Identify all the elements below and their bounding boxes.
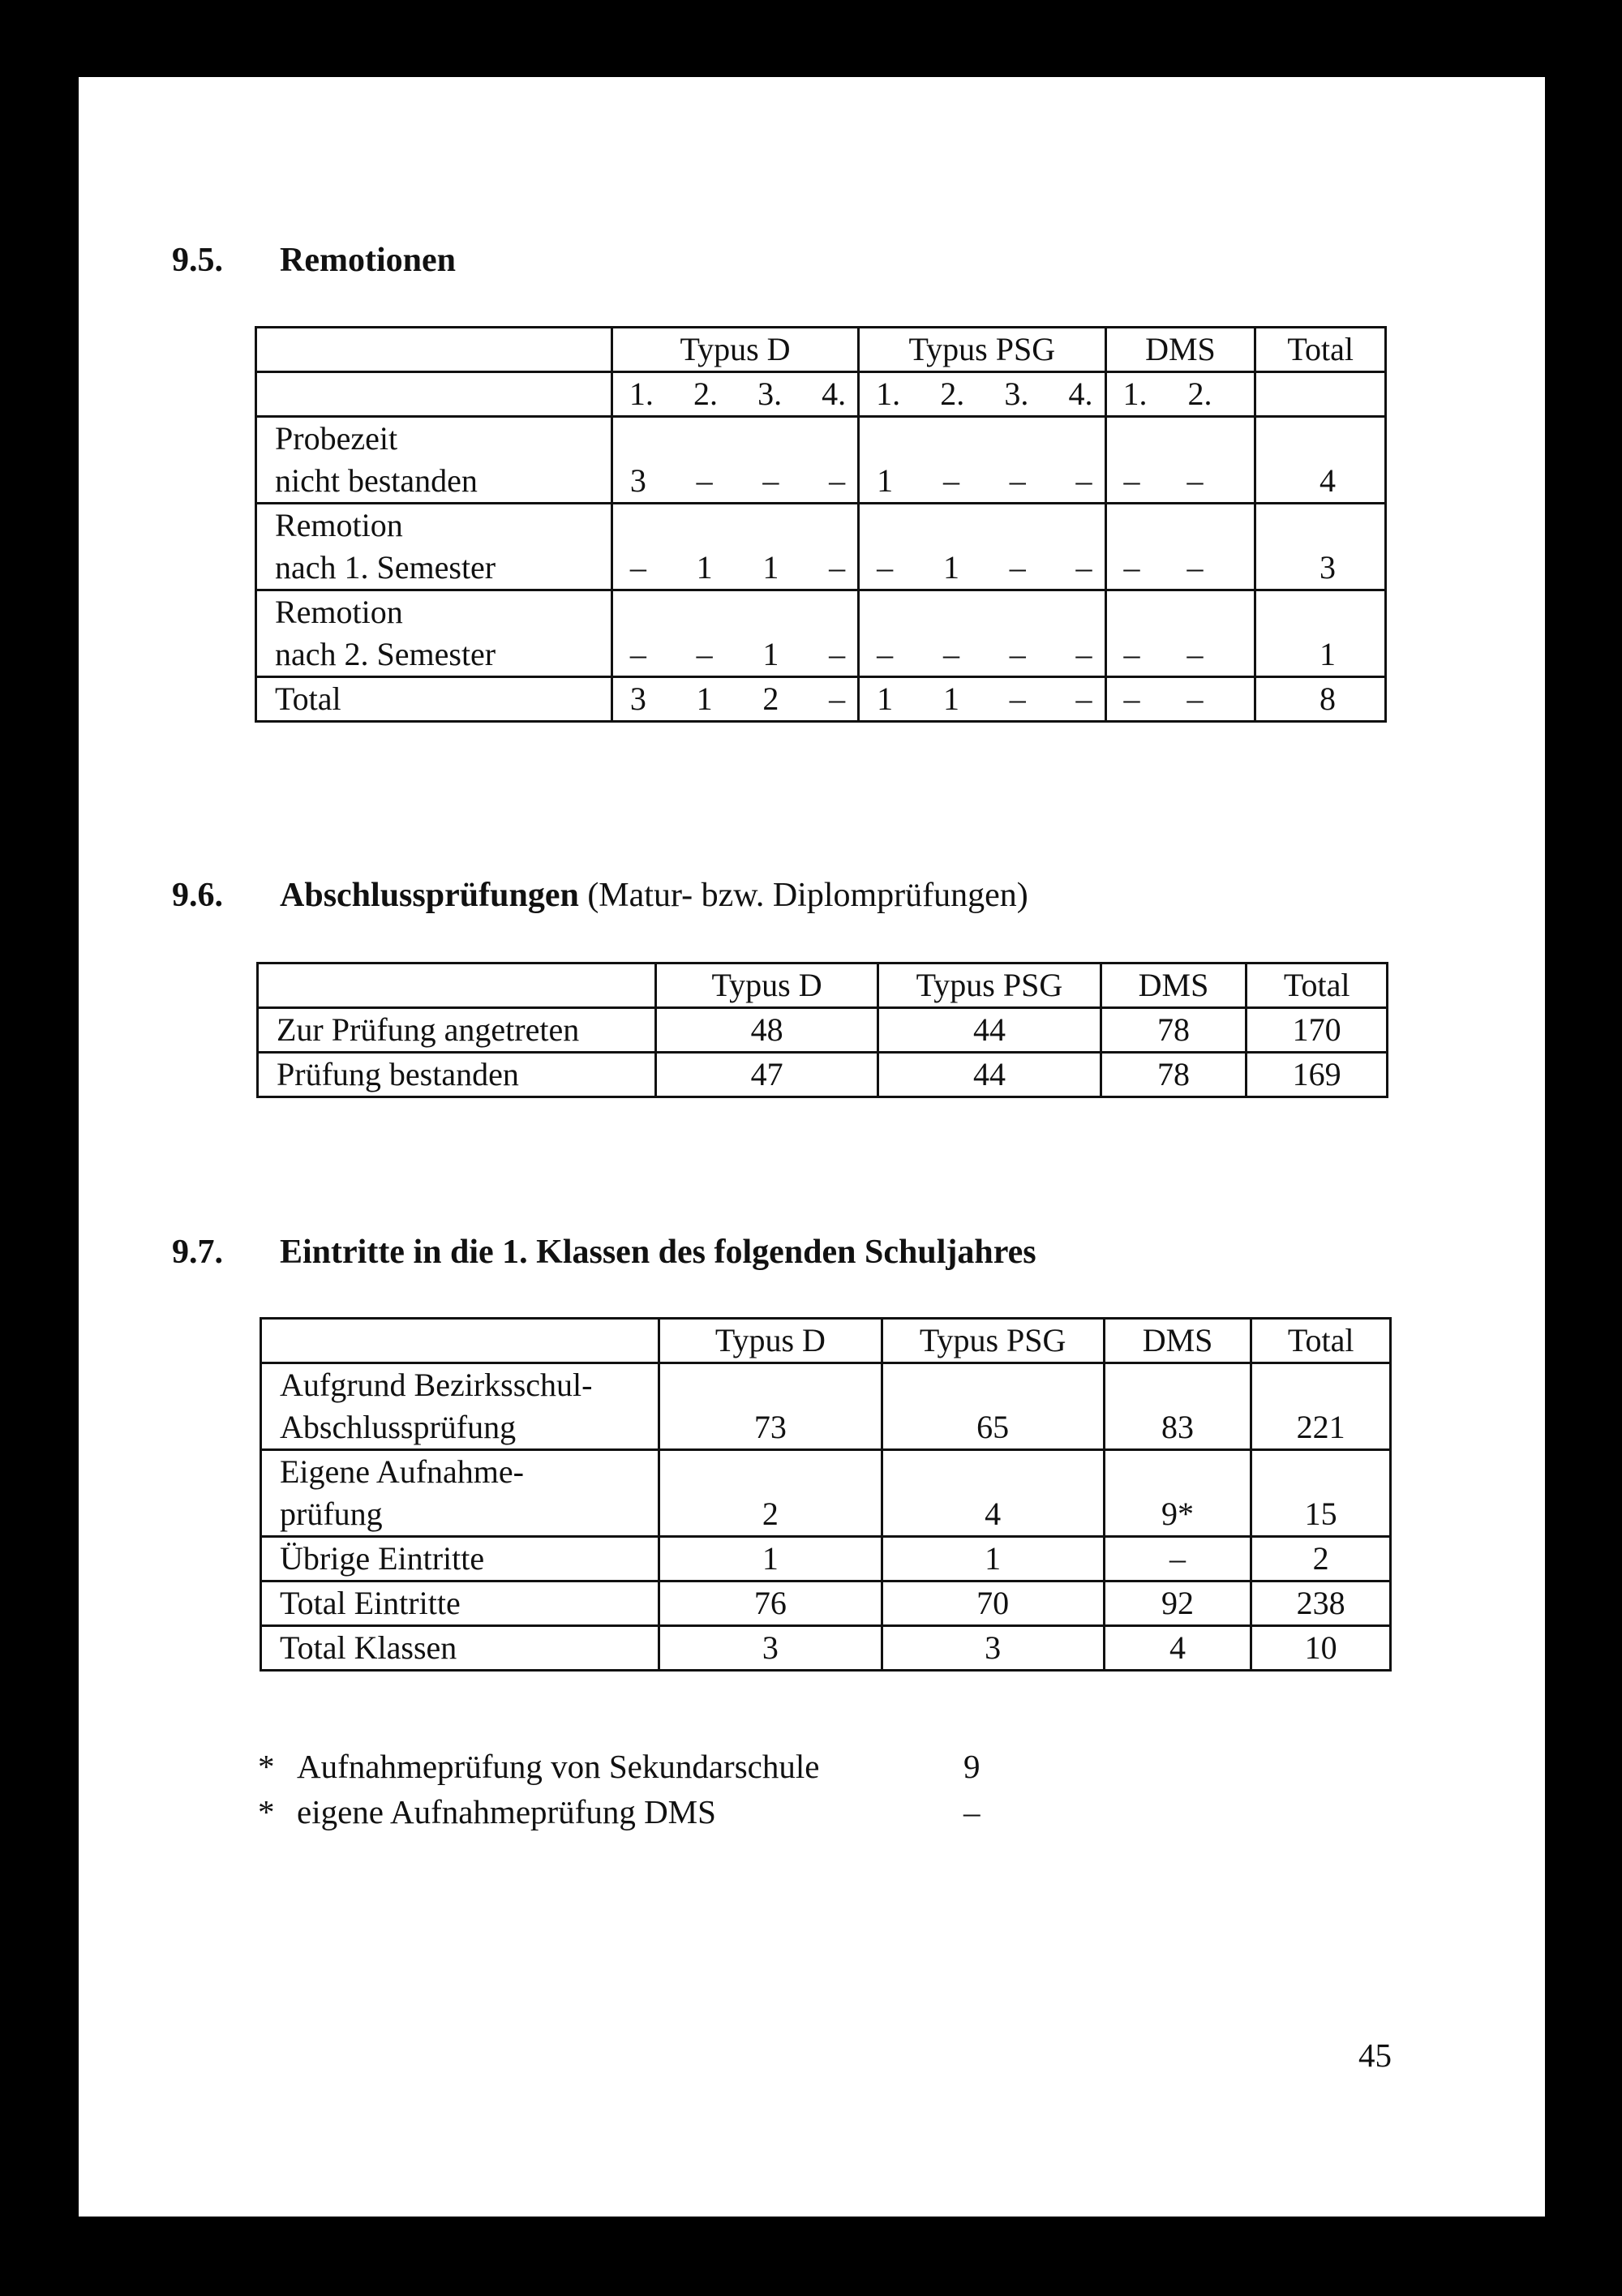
row-label-line1: Aufgrund Bezirksschul- <box>280 1367 593 1403</box>
table-cell: 2 <box>1251 1537 1391 1581</box>
row-label: Total Eintritte <box>261 1581 659 1626</box>
table-row <box>261 1581 1391 1626</box>
table-row <box>258 1053 1388 1097</box>
col-head-typus-psg: Typus PSG <box>882 1319 1104 1363</box>
table-row <box>256 504 1386 590</box>
table-cell: 1 <box>877 462 894 499</box>
subhead-cell: 2. <box>1187 376 1212 412</box>
section-title: Remotionen <box>280 242 456 279</box>
table-cell: 169 <box>1247 1053 1388 1097</box>
table-row <box>261 1450 1391 1537</box>
table-cell: 73 <box>659 1363 882 1450</box>
table-cell: – <box>1009 636 1026 672</box>
table-cell: 3 <box>629 462 646 499</box>
subhead-cell: 3. <box>1004 376 1029 412</box>
footnote <box>258 1744 980 1789</box>
subhead-total-empty <box>1255 372 1386 417</box>
table-cell: – <box>1186 549 1204 586</box>
table-cell: 83 <box>1104 1363 1251 1450</box>
table-cell: 44 <box>878 1008 1101 1053</box>
table-header-row <box>256 328 1386 372</box>
row-label: Übrige Eintritte <box>261 1537 659 1581</box>
subhead-cell: 1. <box>1122 376 1148 412</box>
footnote <box>258 1789 980 1835</box>
cell-group-psg <box>859 417 1105 504</box>
cell-group-psg <box>859 590 1105 677</box>
table-cell: 1 <box>762 549 779 586</box>
subhead-typus-psg <box>859 372 1105 417</box>
table-cell: – <box>942 462 959 499</box>
subhead-typus-d <box>611 372 858 417</box>
cell-total: 8 <box>1255 677 1386 722</box>
table-cell: 4 <box>1104 1626 1251 1671</box>
table-cell: – <box>877 636 894 672</box>
remotionen-table <box>255 326 1387 723</box>
table-cell: – <box>829 680 846 717</box>
subhead-dms <box>1105 372 1255 417</box>
table-cell: – <box>1009 549 1026 586</box>
table-cell: – <box>696 636 713 672</box>
table-row <box>256 417 1386 504</box>
row-label: Total Klassen <box>261 1626 659 1671</box>
subhead-cell: 4. <box>1068 376 1093 412</box>
row-label-line1: Remotion <box>275 507 403 543</box>
table-cell: 78 <box>1101 1008 1247 1053</box>
cell-group-d <box>611 677 858 722</box>
row-label-line2: nach 1. Semester <box>275 549 496 586</box>
row-label: Prüfung bestanden <box>258 1053 656 1097</box>
table-cell: 3 <box>659 1626 882 1671</box>
table-cell: – <box>1123 549 1140 586</box>
section-number: 9.6. <box>172 877 223 914</box>
subhead-cell: 3. <box>757 376 783 412</box>
col-head-typus-psg: Typus PSG <box>878 963 1101 1008</box>
row-label <box>256 590 612 677</box>
row-label-line2: nach 2. Semester <box>275 636 496 672</box>
col-head-total: Total <box>1247 963 1388 1008</box>
table-header-row <box>258 963 1388 1008</box>
col-head-typus-psg: Typus PSG <box>859 328 1105 372</box>
row-label-line1: Remotion <box>275 594 403 630</box>
footnote-value: – <box>963 1793 980 1830</box>
col-head-typus-d: Typus D <box>655 963 878 1008</box>
table-cell: 3 <box>629 680 646 717</box>
section-title-suffix: (Matur- bzw. Diplomprüfungen) <box>587 877 1028 914</box>
subhead-cell: 4. <box>822 376 847 412</box>
cell-group-d <box>611 504 858 590</box>
table-cell: 76 <box>659 1581 882 1626</box>
table-cell: – <box>1075 549 1092 586</box>
subhead-cell: 2. <box>693 376 718 412</box>
row-label-line2: Abschlussprüfung <box>280 1409 517 1445</box>
row-label-line2: prüfung <box>280 1496 383 1532</box>
table-row <box>261 1626 1391 1671</box>
section-title: Eintritte in die 1. Klassen des folgenden Schuljahres <box>280 1234 1036 1271</box>
col-head-total: Total <box>1251 1319 1391 1363</box>
col-head-dms: DMS <box>1101 963 1247 1008</box>
table-cell: – <box>1009 680 1026 717</box>
table-cell: 78 <box>1101 1053 1247 1097</box>
table-row <box>261 1363 1391 1450</box>
table-cell: 221 <box>1251 1363 1391 1450</box>
section-heading-eintritte <box>172 1233 1036 1272</box>
table-cell: 1 <box>882 1537 1104 1581</box>
cell-group-dms <box>1105 677 1255 722</box>
footnote-marker: * <box>258 1748 275 1785</box>
row-label: Total <box>256 677 612 722</box>
table-cell: 1 <box>942 680 959 717</box>
col-head-dms: DMS <box>1104 1319 1251 1363</box>
row-label-line1: Eigene Aufnahme- <box>280 1453 524 1490</box>
empty-header-cell <box>256 328 612 372</box>
table-row <box>256 590 1386 677</box>
empty-header-cell <box>261 1319 659 1363</box>
table-cell: – <box>1186 636 1204 672</box>
table-row <box>258 1008 1388 1053</box>
table-cell: 47 <box>655 1053 878 1097</box>
row-label <box>256 504 612 590</box>
row-label-line1: Probezeit <box>275 420 398 457</box>
empty-subheader-cell <box>256 372 612 417</box>
table-cell: – <box>1186 680 1204 717</box>
table-cell: 1 <box>659 1537 882 1581</box>
table-cell: 3 <box>882 1626 1104 1671</box>
footnote-value: 9 <box>963 1748 980 1785</box>
table-cell: 44 <box>878 1053 1101 1097</box>
table-cell: – <box>1186 462 1204 499</box>
table-cell: – <box>942 636 959 672</box>
table-cell: 92 <box>1104 1581 1251 1626</box>
cell-group-psg <box>859 677 1105 722</box>
table-cell: – <box>696 462 713 499</box>
table-cell: – <box>829 549 846 586</box>
footnote-text: eigene Aufnahmeprüfung DMS <box>297 1793 716 1830</box>
cell-group-d <box>611 417 858 504</box>
cell-total: 4 <box>1255 417 1386 504</box>
table-subheader-row <box>256 372 1386 417</box>
col-head-typus-d: Typus D <box>611 328 858 372</box>
cell-group-psg <box>859 504 1105 590</box>
table-cell: 65 <box>882 1363 1104 1450</box>
cell-total: 1 <box>1255 590 1386 677</box>
table-cell: 238 <box>1251 1581 1391 1626</box>
table-total-row <box>256 677 1386 722</box>
page-number: 45 <box>1358 2036 1392 2074</box>
footnotes <box>258 1744 980 1835</box>
cell-group-dms <box>1105 590 1255 677</box>
table-cell: 1 <box>762 636 779 672</box>
table-cell: 2 <box>762 680 779 717</box>
table-cell: 10 <box>1251 1626 1391 1671</box>
table-cell: – <box>1075 680 1092 717</box>
section-heading-abschlusspruefungen <box>172 876 1028 915</box>
table-cell: – <box>762 462 779 499</box>
footnote-text: Aufnahmeprüfung von Sekundarschule <box>297 1748 820 1785</box>
footnote-marker: * <box>258 1793 275 1830</box>
empty-header-cell <box>258 963 656 1008</box>
table-cell: – <box>1123 636 1140 672</box>
table-cell: 4 <box>882 1450 1104 1537</box>
table-cell: 9* <box>1104 1450 1251 1537</box>
row-label <box>261 1450 659 1537</box>
row-label: Zur Prüfung angetreten <box>258 1008 656 1053</box>
table-cell: – <box>1123 462 1140 499</box>
abschlusspruefungen-table <box>256 962 1388 1098</box>
table-cell: – <box>877 549 894 586</box>
table-cell: – <box>829 636 846 672</box>
table-cell: – <box>1075 462 1092 499</box>
table-cell: – <box>1075 636 1092 672</box>
table-cell: 1 <box>696 680 713 717</box>
subhead-cell: 2. <box>940 376 965 412</box>
section-heading-remotionen <box>172 241 456 280</box>
cell-group-d <box>611 590 858 677</box>
section-title: Abschlussprüfungen <box>280 877 579 914</box>
col-head-total: Total <box>1255 328 1386 372</box>
table-cell: – <box>1123 680 1140 717</box>
cell-total: 3 <box>1255 504 1386 590</box>
subhead-cell: 1. <box>876 376 901 412</box>
col-head-typus-d: Typus D <box>659 1319 882 1363</box>
col-head-dms: DMS <box>1105 328 1255 372</box>
table-cell: – <box>1009 462 1026 499</box>
section-number: 9.7. <box>172 1234 223 1271</box>
table-row <box>261 1537 1391 1581</box>
row-label <box>256 417 612 504</box>
table-header-row <box>261 1319 1391 1363</box>
row-label-line2: nicht bestanden <box>275 462 478 499</box>
table-cell: 1 <box>942 549 959 586</box>
cell-group-dms <box>1105 504 1255 590</box>
table-cell: 1 <box>877 680 894 717</box>
cell-group-dms <box>1105 417 1255 504</box>
subhead-cell: 1. <box>629 376 654 412</box>
eintritte-table <box>260 1317 1392 1672</box>
table-cell: 48 <box>655 1008 878 1053</box>
table-cell: – <box>629 549 646 586</box>
table-cell: 1 <box>696 549 713 586</box>
section-number: 9.5. <box>172 242 223 279</box>
row-label <box>261 1363 659 1450</box>
table-cell: – <box>629 636 646 672</box>
table-cell: 2 <box>659 1450 882 1537</box>
table-cell: 170 <box>1247 1008 1388 1053</box>
table-cell: 15 <box>1251 1450 1391 1537</box>
table-cell: – <box>829 462 846 499</box>
table-cell: 70 <box>882 1581 1104 1626</box>
table-cell: – <box>1104 1537 1251 1581</box>
